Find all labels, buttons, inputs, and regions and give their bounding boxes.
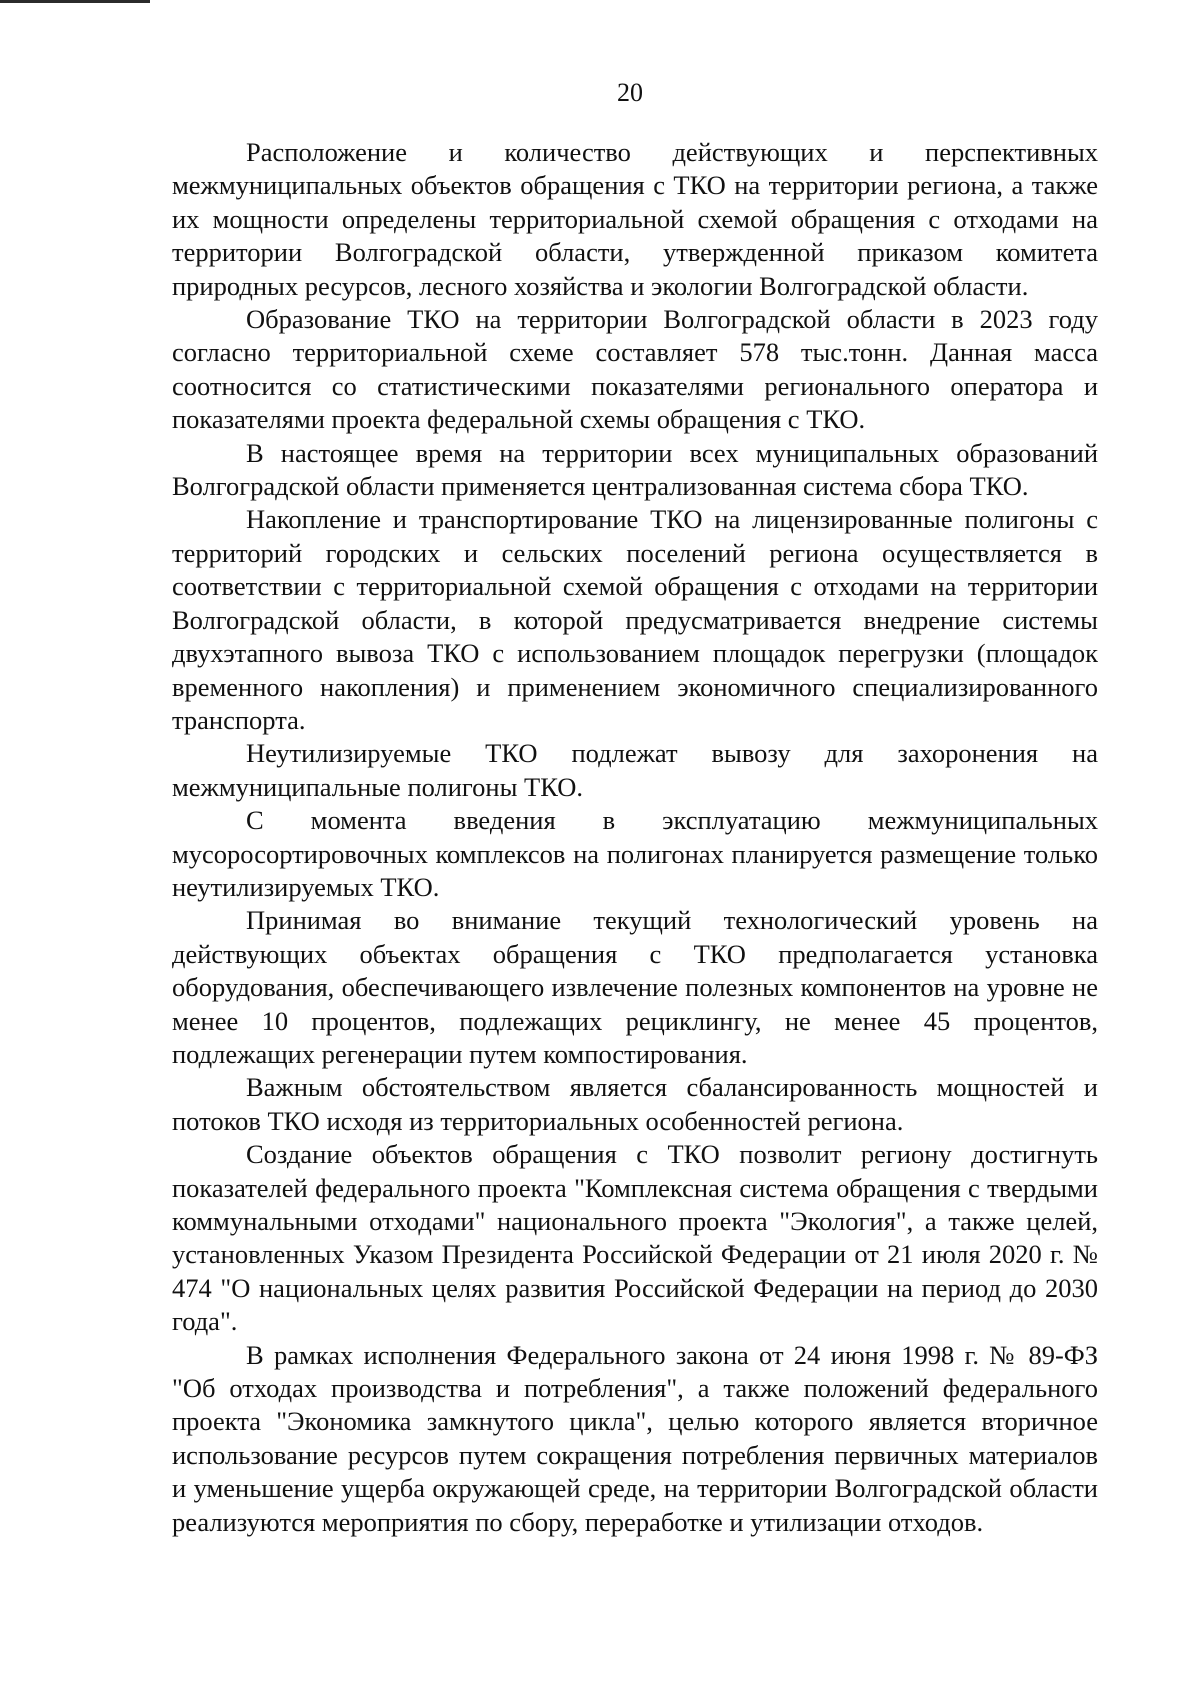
paragraph: Расположение и количество действующих и перспективных межмуниципальных объектов обращения с ТКО на территории региона, а также их мощности определены территориальной схемой обращения с отходами на территории Волгоградской области, утвержденной приказом комитета природных ресурсов, лесного хозяйства и экологии Волгоградской области. [172, 137, 1098, 301]
paragraph: С момента введения в эксплуатацию межмуниципальных мусоросортировочных комплексов на полигонах планируется размещение только неутилизируемых ТКО. [172, 805, 1098, 902]
document-body [172, 136, 1098, 1539]
scan-edge-mark [0, 0, 150, 3]
paragraph: Принимая во внимание текущий технологический уровень на действующих объектах обращения с ТКО предполагается установка оборудования, обеспечивающего извлечение полезных компонентов на уровне не менее 10 процентов, подлежащих рециклингу, не менее 45 процентов, подлежащих регенерации путем компостирования. [172, 905, 1098, 1069]
paragraph: Важным обстоятельством является сбалансированность мощностей и потоков ТКО исходя из территориальных особенностей региона. [172, 1072, 1098, 1136]
paragraph: Создание объектов обращения с ТКО позволит региону достигнуть показателей федерального проекта "Комплексная система обращения с твердыми коммунальными отходами" национального проекта "Экология", а также целей, установленных Указом Президента Российской Федерации от 21 июля 2020 г. № 474 "О национальных целях развития Российской Федерации на период до 2030 года". [172, 1139, 1098, 1337]
paragraph: Накопление и транспортирование ТКО на лицензированные полигоны с территорий городских и сельских поселений региона осуществляется в соответствии с территориальной схемой обращения с отходами на территории Волгоградской области, в которой предусматривается внедрение системы двухэтапного вывоза ТКО с использованием площадок перегрузки (площадок временного накопления) и применением экономичного специализированного транспорта. [172, 504, 1098, 735]
paragraph: Образование ТКО на территории Волгоградской области в 2023 году согласно территориальной схеме составляет 578 тыс.тонн. Данная масса соотносится со статистическими показателями регионального оператора и показателями проекта федеральной схемы обращения с ТКО. [172, 304, 1098, 435]
paragraph: В настоящее время на территории всех муниципальных образований Волгоградской области применяется централизованная система сбора ТКО. [172, 437, 1098, 502]
page-number: 20 [617, 78, 643, 107]
paragraph: В рамках исполнения Федерального закона от 24 июня 1998 г. № 89-ФЗ "Об отходах производства и потребления", а также положений федерального проекта "Экономика замкнутого цикла", целью которого является вторичное использование ресурсов путем сокращения потребления первичных материалов и уменьшение ущерба окружающей среде, на территории Волгоградской области реализуются мероприятия по сбору, переработке и утилизации отходов. [172, 1339, 1098, 1537]
paragraph: Неутилизируемые ТКО подлежат вывозу для захоронения на межмуниципальные полигоны ТКО. [172, 738, 1098, 802]
